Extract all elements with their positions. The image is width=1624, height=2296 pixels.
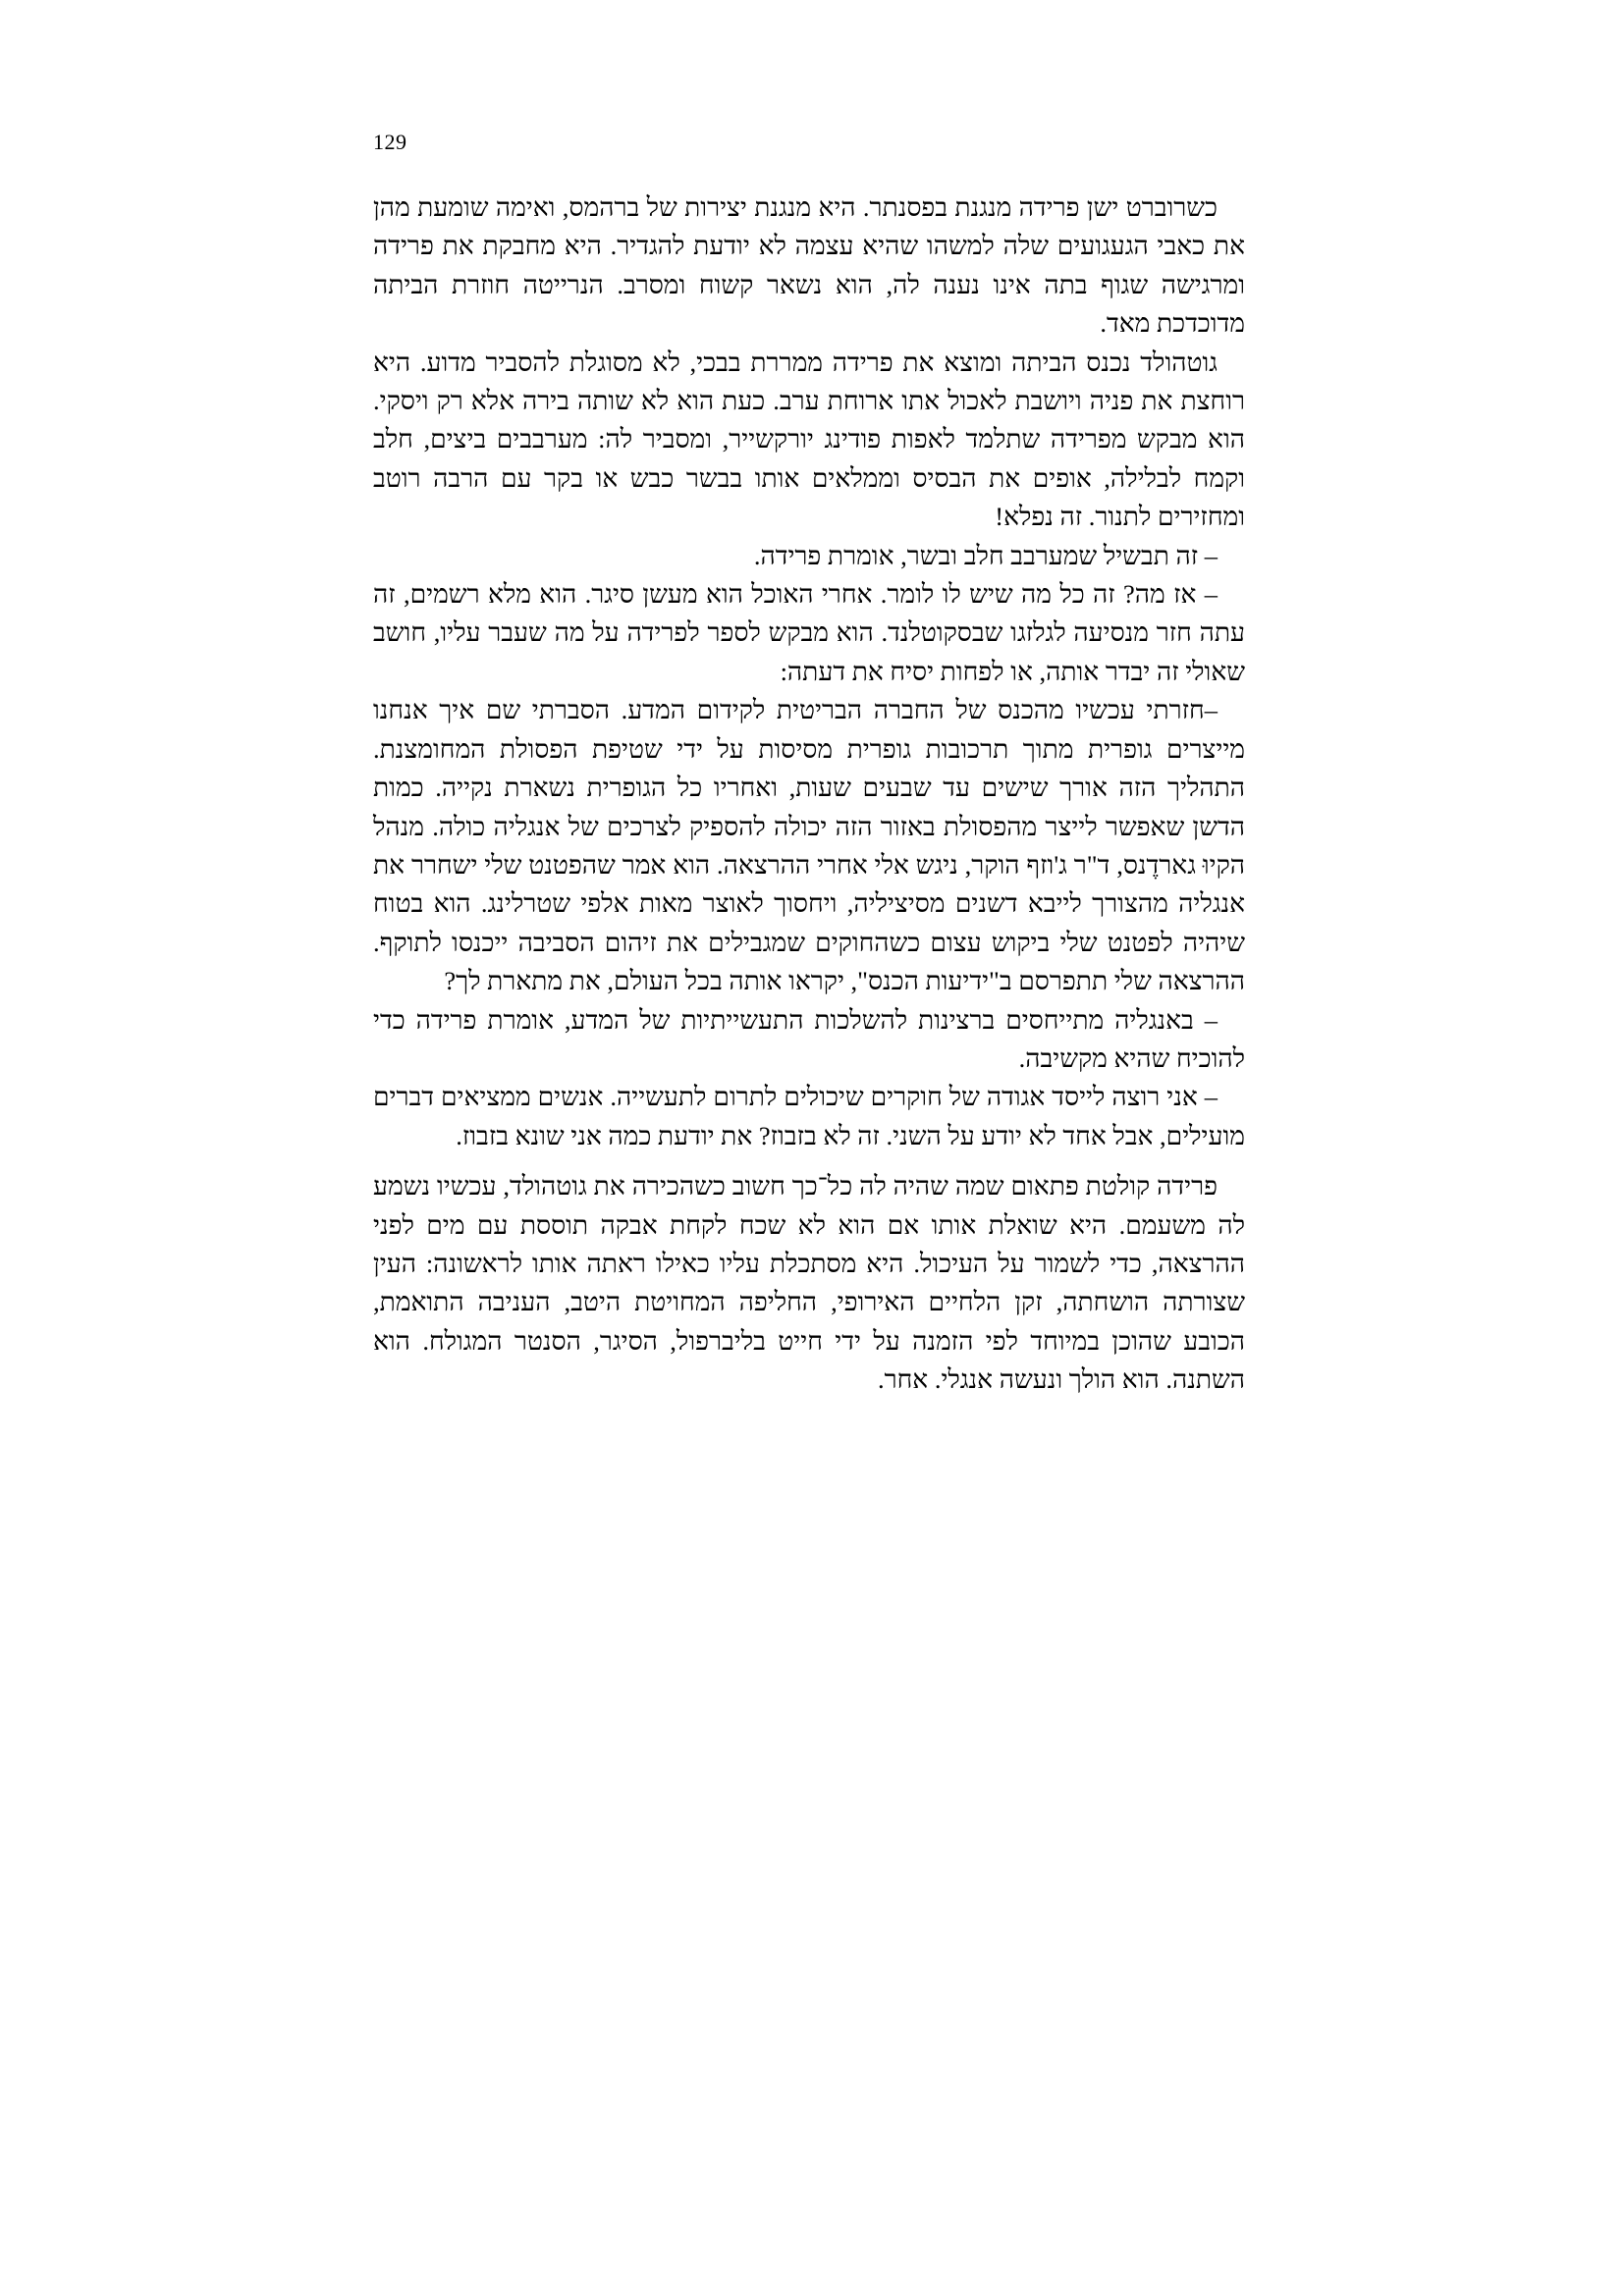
paragraph-5: –חזרתי עכשיו מהכנס של החברה הבריטית לקידום המדע. הסברתי שם איך אנחנו מייצרים גופרית מתוך תרכובות גופרית מסיסות על ידי שטיפת הפסולת המחומצנת. התהליך הזה אורך שישים עד שבעים שעות, ואחריו כל הגופרית נשארת נקייה. כמות הדשן שאפשר לייצר מהפסולת באזור הזה יכולה להספיק לצרכים של אנגליה כולה. מנהל הקיוּ גארדֶנס, ד"ר ג'וזף הוקר, ניגש אלי אחרי ההרצאה. הוא אמר שהפטנט שלי ישחרר את אנגליה מהצורך לייבא דשנים מסיציליה, ויחסוך לאוצר מאות אלפי שטרלינג. הוא בטוח שיהיה לפטנט שלי ביקוש עצום כשהחוקים שמגבילים את זיהום הסביבה ייכנסו לתוקף. ההרצאה שלי תתפרסם ב"ידיעות הכנס", יקראו אותה בכל העולם, את מתארת לך? <box>373 695 1245 996</box>
paragraph-6: – באנגליה מתייחסים ברצינות להשלכות התעשייתיות של המדע, אומרת פרידה כדי להוכיח שהיא מקשיבה. <box>373 1004 1245 1073</box>
paragraph-4: – אז מה? זה כל מה שיש לו לומר. אחרי האוכל הוא מעשן סיגר. הוא מלא רשמים, זה עתה חזר מנסיעה לגלזגו שבסקוטלנד. הוא מבקש לספר לפרידה על מה שעבר עליו, חושב שאולי זה יבדר אותה, או לפחות יסיח את דעתה: <box>373 579 1245 686</box>
text-column <box>373 188 1245 1400</box>
paragraph-7: – אני רוצה לייסד אגודה של חוקרים שיכולים לתרום לתעשייה. אנשים ממציאים דברים מועילים, אבל אחד לא יודע על השני. זה לא בזבוז? את יודעת כמה אני שונא בזבוז. <box>373 1082 1245 1150</box>
paragraph-8: פרידה קולטת פתאום שמה שהיה לה כל־כך חשוב כשהכירה את גוטהולד, עכשיו נשמע לה משעמם. היא שואלת אותו אם הוא לא שכח לקחת אבקה תוססת עם מים לפני ההרצאה, כדי לשמור על העיכול. היא מסתכלת עליו כאילו ראתה אותו לראשונה: העין שצורתה הושחתה, זקן הלחיים האירופי, החליפה המחויטת היטב, העניבה התואמת, הכובע שהוכן במיוחד לפי הזמנה על ידי חייט בליברפול, הסיגר, הסנטר המגולח. הוא השתנה. הוא הולך ונעשה אנגלי. אחר. <box>373 1171 1245 1395</box>
paragraph-3: – זה תבשיל שמערבב חלב ובשר, אומרת פרידה. <box>753 540 1218 570</box>
paragraph-1: כשרוברט ישן פרידה מנגנת בפסנתר. היא מנגנת יצירות של ברהמס, ואימה שומעת מהן את כאבי הגעגועים שלה למשהו שהיא עצמה לא יודעת להגדיר. היא מחבקת את פרידה ומרגישה שגוף בתה אינו נענה לה, הוא נשאר קשוח ומסרב. הנרייטה חוזרת הביתה מדוכדכת מאד. <box>373 192 1245 339</box>
page-number: 129 <box>373 130 407 154</box>
paragraph-2: גוטהולד נכנס הביתה ומוצא את פרידה ממררת בבכי, לא מסוגלת להסביר מדוע. היא רוחצת את פניה ויושבת לאכול אתו ארוחת ערב. כעת הוא לא שותה בירה אלא רק ויסקי. הוא מבקש מפרידה שתלמד לאפות פודינג יורקשייר, ומסביר לה: מערבבים ביצים, חלב וקמח לבלילה, אופים את הבסיס וממלאים אותו בבשר כבש או בקר עם הרבה רוטב ומחזירים לתנור. זה נפלא! <box>373 347 1245 532</box>
